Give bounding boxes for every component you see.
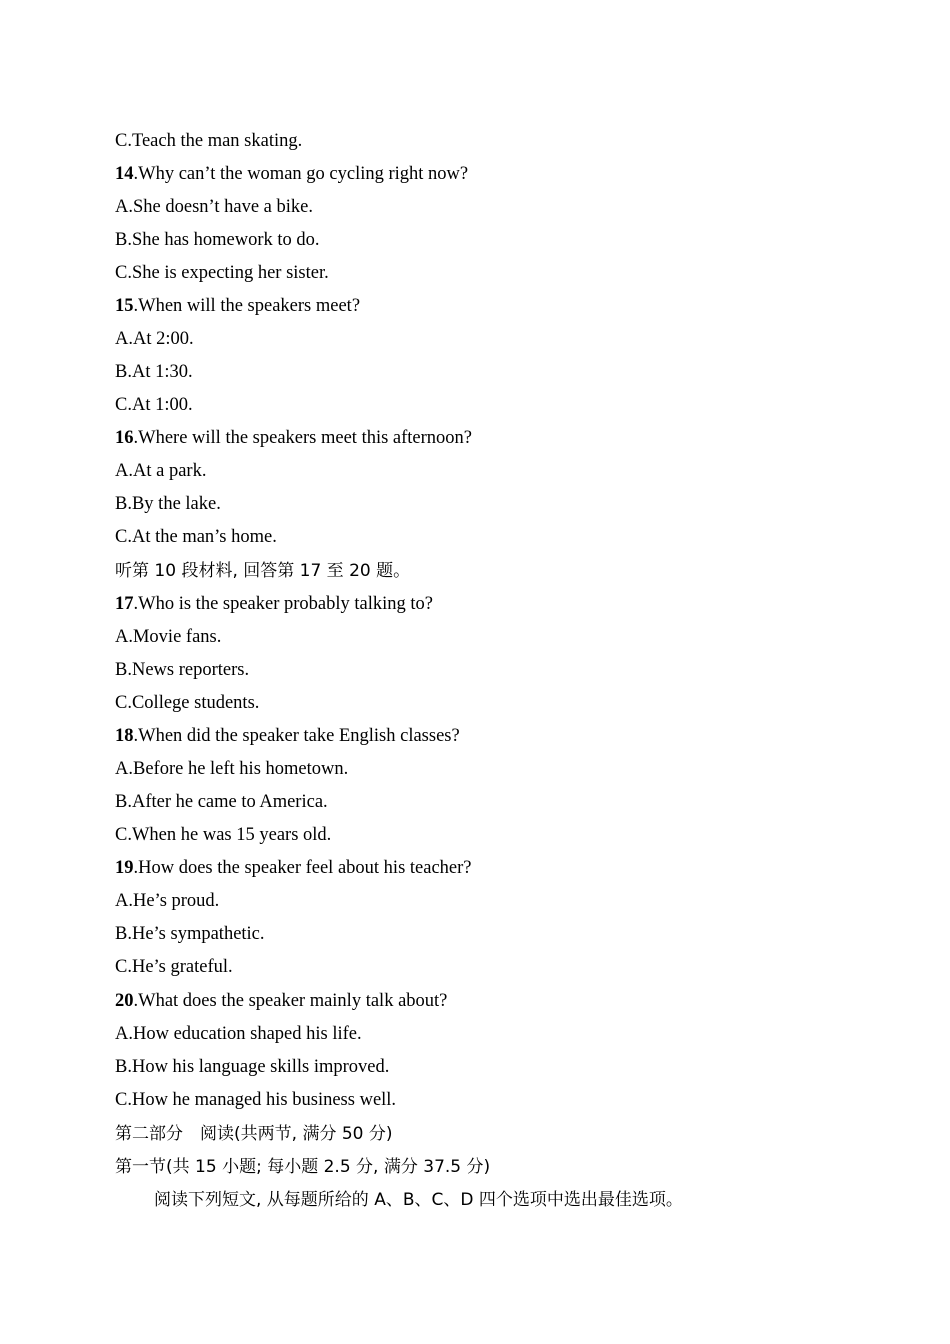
q16-question [115,427,472,449]
q14-number: 14 [115,164,134,184]
q20-option-c: C.How he managed his business well. [115,1090,397,1110]
q19-option-a: A.He’s proud. [115,891,220,911]
q18-option-a: A.Before he left his hometown. [115,759,349,779]
q14-option-a: A.She doesn’t have a bike. [115,197,313,217]
q15-option-b: B.At 1:30. [115,362,193,382]
q13-option-c: C.Teach the man skating. [115,131,303,151]
q18-option-c: C.When he was 15 years old. [115,825,332,845]
q16-option-c: C.At the man’s home. [115,527,277,547]
q20-number: 20 [115,991,134,1011]
q15-number: 15 [115,296,134,316]
q15-option-a: A.At 2:00. [115,329,194,349]
listening-instruction: 听第 10 段材料, 回答第 17 至 20 题。 [115,561,411,581]
q17-question [115,593,433,615]
q19-question-text: .How does the speaker feel about his teacher? [133,858,472,878]
section1-heading: 第一节(共 15 小题; 每小题 2.5 分, 满分 37.5 分) [115,1157,491,1177]
q20-option-a: A.How education shaped his life. [115,1024,362,1044]
q20-question [115,990,447,1012]
q17-option-b: B.News reporters. [115,660,250,680]
q19-option-c: C.He’s grateful. [115,957,233,977]
q19-question [115,857,472,879]
q17-question-text: .Who is the speaker probably talking to? [133,594,434,614]
q19-number: 19 [115,858,134,878]
q16-option-a: A.At a park. [115,461,207,481]
q20-option-b: B.How his language skills improved. [115,1057,390,1077]
q17-option-c: C.College students. [115,693,260,713]
q19-option-b: B.He’s sympathetic. [115,924,265,944]
q18-number: 18 [115,726,134,746]
reading-instruction: 阅读下列短文, 从每题所给的 A、B、C、D 四个选项中选出最佳选项。 [154,1190,683,1210]
q16-question-text: .Where will the speakers meet this afternoon? [133,428,473,448]
q17-option-a: A.Movie fans. [115,627,222,647]
q15-option-c: C.At 1:00. [115,395,193,415]
q16-option-b: B.By the lake. [115,494,221,514]
q20-question-text: .What does the speaker mainly talk about? [133,991,448,1011]
q18-option-b: B.After he came to America. [115,792,328,812]
part2-heading: 第二部分 阅读(共两节, 满分 50 分) [115,1124,393,1144]
q16-number: 16 [115,428,134,448]
q18-question-text: .When did the speaker take English classes? [133,726,460,746]
q15-question-text: .When will the speakers meet? [133,296,361,316]
q14-question-text: .Why can’t the woman go cycling right now? [133,164,469,184]
q17-number: 17 [115,594,134,614]
q14-option-b: B.She has homework to do. [115,230,320,250]
q14-option-c: C.She is expecting her sister. [115,263,329,283]
q15-question [115,295,360,317]
q14-question [115,163,468,185]
q18-question [115,725,460,747]
